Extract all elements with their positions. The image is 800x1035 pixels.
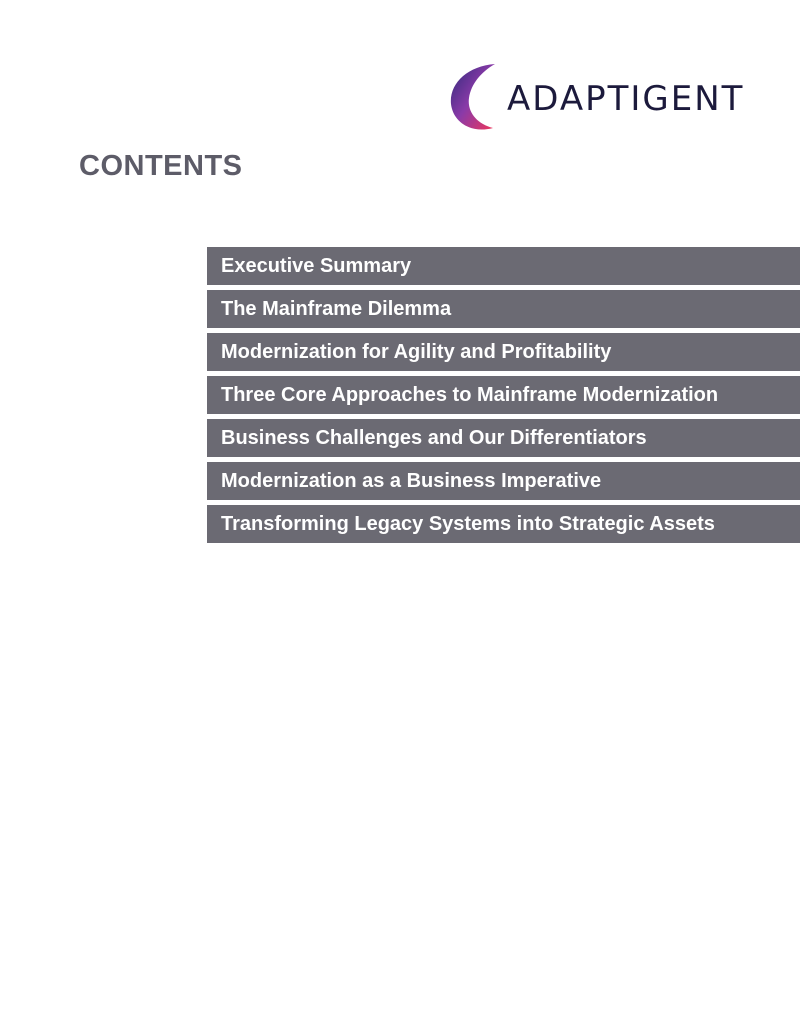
toc-item-three-core-approaches[interactable]: Three Core Approaches to Mainframe Modernization bbox=[207, 376, 800, 414]
adaptigent-logo bbox=[447, 62, 747, 138]
table-of-contents bbox=[207, 247, 800, 548]
crescent-gradient-icon bbox=[447, 62, 511, 132]
toc-item-executive-summary[interactable]: Executive Summary bbox=[207, 247, 800, 285]
toc-item-mainframe-dilemma[interactable]: The Mainframe Dilemma bbox=[207, 290, 800, 328]
toc-item-transforming-legacy[interactable]: Transforming Legacy Systems into Strategic Assets bbox=[207, 505, 800, 543]
logo-wordmark: ADAPTIGENT bbox=[507, 79, 745, 119]
page-title: CONTENTS bbox=[79, 150, 243, 182]
toc-item-business-challenges[interactable]: Business Challenges and Our Differentiators bbox=[207, 419, 800, 457]
toc-item-modernization-agility[interactable]: Modernization for Agility and Profitability bbox=[207, 333, 800, 371]
toc-item-business-imperative[interactable]: Modernization as a Business Imperative bbox=[207, 462, 800, 500]
